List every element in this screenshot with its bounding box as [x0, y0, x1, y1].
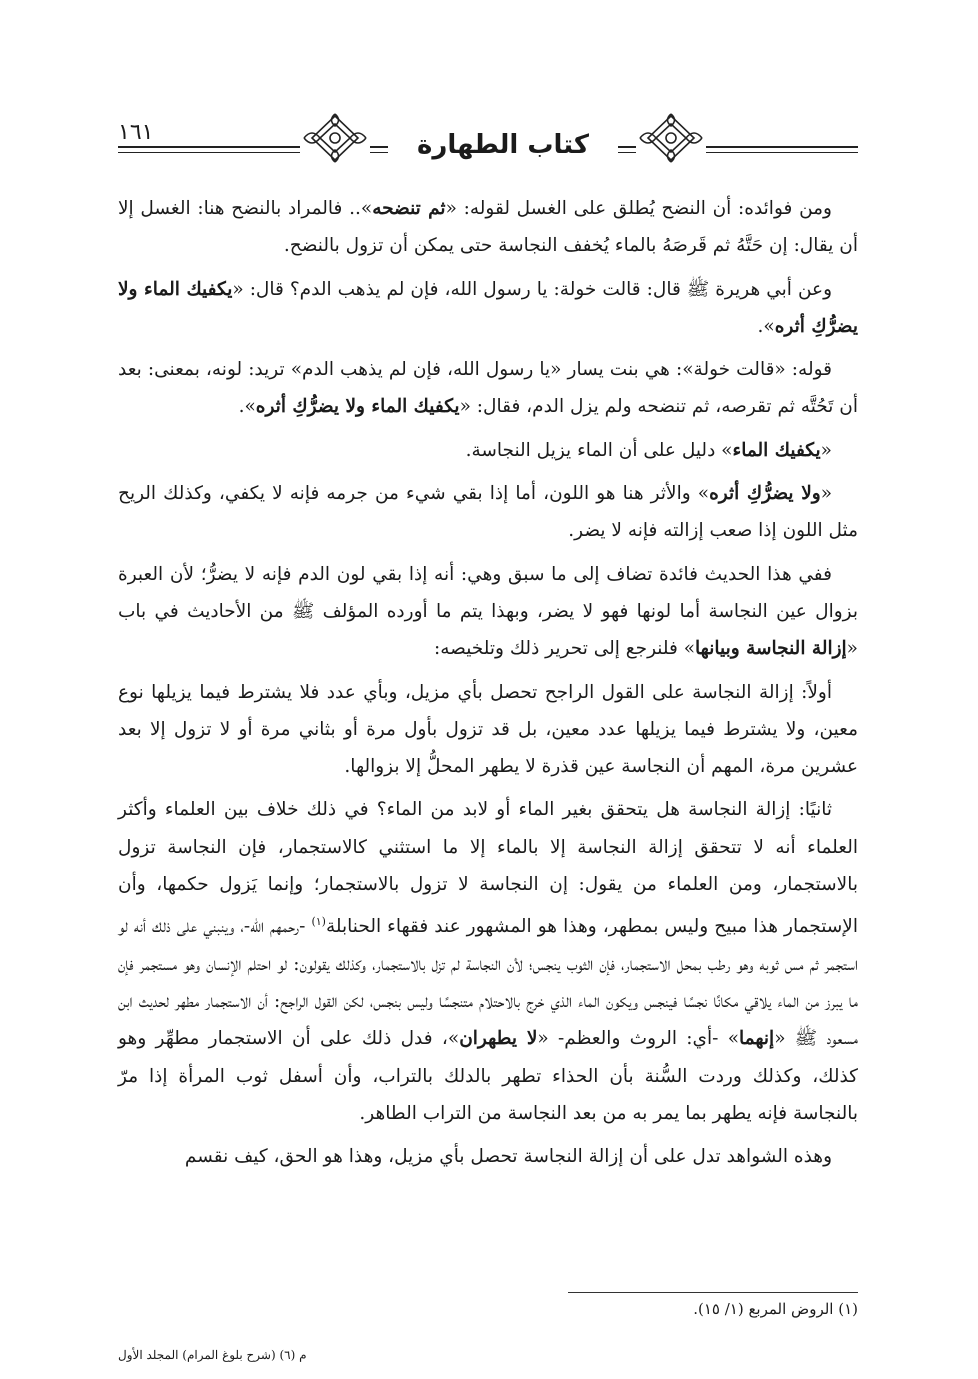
- emphasized-quote: إزالة النجاسة وبيانها: [695, 638, 847, 660]
- volume-signature: م (٦) (شرح بلوغ المرام) المجلد الأول: [118, 1348, 307, 1362]
- text-run: «: [820, 483, 833, 505]
- text-run: ففي هذا الحديث فائدة تضاف إلى ما سبق وهي: أنه إذا بقي لون الدم فإنه لا يضرُّ؛ لأن العبرة بزوال عين النجاسة أما لونها فهو لا يضر، وبهذا يتم ما أورده المؤلف ﷺ من الأحاديث في باب «: [118, 563, 858, 660]
- emphasized-quote: لا يطهران: [459, 1028, 538, 1050]
- paragraph: [118, 791, 858, 1132]
- text-run: ».: [757, 315, 775, 337]
- text-run: » -أي: الروث والعظم- «: [537, 1028, 740, 1050]
- emphasized-quote: إنهما: [739, 1028, 775, 1050]
- chapter-title: كتاب الطهارة: [388, 130, 618, 160]
- text-run: أولاً: إزالة النجاسة على القول الراجح تحصل بأي مزيل، وبأي عدد فلا يشترط فيما يزيلها نوع معين، ولا يشترط فيما يزيلها عدد معين، بل قد تزول بأول مرة أو بثاني مرة أو لا تزول إلا بعد عشرين مرة، المهم أن النجاسة عين قذرة لا يطهر المحلُّ إلا بزوالها.: [118, 681, 858, 778]
- paragraph: [118, 1138, 858, 1175]
- page-header: [118, 112, 858, 174]
- text-run: -رحمهم الله-، وينبني على ذلك أنه لو استجمر ثم مس ثوبه وهو رطب بمحل الاستجمار، فإن الثوب ينجس؛ لأن النجاسة لم تزل بالاستجمار، وكذلك يقولون: لو احتلم الإنسان وهو مستجمر فإن ما يبرز من الماء يلاقي مكانًا نجسًا فينجس ويكون الماء الذي خرج بالاحتلام متنجسًا وليس بنجس، لكن القول الراجح: أن الاستجمار مطهر لحديث ابن مسعود ﷺ «: [118, 916, 858, 1050]
- footnote-separator: [568, 1292, 858, 1293]
- ornament-left-icon: [300, 112, 370, 164]
- paragraph: [118, 351, 858, 426]
- footnote: (١) الروض المربع (١/ ١٥).: [693, 1300, 858, 1318]
- emphasized-quote: يكفيك الماء ولا يضرُّكِ أثره: [255, 396, 460, 418]
- text-run: ».: [238, 396, 256, 418]
- text-run: وعن أبي هريرة ﷺ قال: قالت خولة: يا رسول الله، فإن لم يذهب الدم؟ قال: «: [232, 278, 833, 300]
- emphasized-quote: يكفيك الماء ولا يضرُّكِ أثره: [118, 278, 858, 337]
- text-run: «: [820, 439, 832, 461]
- paragraph: [118, 190, 858, 265]
- text-run: ».. فالمراد بالنضح هنا: الغسل إلا أن يقال: إن حَتَّهُ ثم قَرصَهُ بالماء يُخفف النجاسة حتى يمكن أن تزول بالنضح.: [118, 198, 858, 257]
- emphasized-quote: يكفيك الماء: [732, 439, 821, 461]
- text-run: ثانيًا: إزالة النجاسة هل يتحقق بغير الماء أو لابد من الماء؟ في ذلك خلاف بين العلماء وأكثر العلماء أنه لا تتحقق إزالة النجاسة إلا بالماء إلا ما استثني كالاستجمار، فإن النجاسة تزول بالاستجمار، ومن العلماء من يقول: إن النجاسة لا تزول بالاستجمار؛ وإنما يَزول حكمها، وأن الإستجمار هذا مبيح وليس بمطهر، وهذا هو المشهور عند فقهاء الحنابلة: [118, 799, 858, 938]
- text-run: » دليل على أن الماء يزيل النجاسة.: [465, 439, 733, 461]
- ornament-right-icon: [636, 112, 706, 164]
- paragraph: [118, 475, 858, 550]
- body-text: [118, 190, 858, 1176]
- footnote-marker: (١): [311, 915, 326, 929]
- text-run: وهذه الشواهد تدل على أن إزالة النجاسة تحصل بأي مزيل، وهذا هو الحق، كيف نقسم: [184, 1146, 832, 1168]
- page-number: ١٦١: [118, 120, 154, 145]
- paragraph: [118, 556, 858, 668]
- text-run: ومن فوائده: أن النضح يُطلق على الغسل لقوله: «: [445, 198, 832, 219]
- text-run: »، فدل ذلك على أن الاستجمار مطهِّر وهو كذلك، وكذلك وردت السُّنة بأن الحذاء تطهر بالدلك بالتراب، وأن أسفل ثوب المرأة إذا مرّ بالنجاسة فإنه يطهر بما يمر به من بعد النجاسة من التراب الطاهر.: [118, 1028, 858, 1124]
- paragraph: [118, 432, 858, 469]
- text-run: قوله: «قالت خولة»: هي بنت يسار «يا رسول الله، فإن لم يذهب الدم» تريد: لونه، بمعنى: بعد أن تَحُتَّه ثم تقرصه، ثم تنضحه ولم يزل الدم، فقال: «: [118, 359, 858, 418]
- text-run: » فلنرجع إلى تحرير ذلك وتلخيصه:: [434, 638, 696, 660]
- text-run: » والأثر هنا هو اللون، أما إذا بقي شيء من جرمه فإنه لا يكفي، وكذلك الريح مثل اللون إذا صعب إزالته فإنه لا يضر.: [118, 483, 858, 542]
- paragraph: [118, 674, 858, 786]
- emphasized-quote: ثم تنضحه: [372, 198, 446, 219]
- emphasized-quote: ولا يضرُّكِ أثره: [709, 483, 821, 505]
- paragraph: [118, 271, 858, 346]
